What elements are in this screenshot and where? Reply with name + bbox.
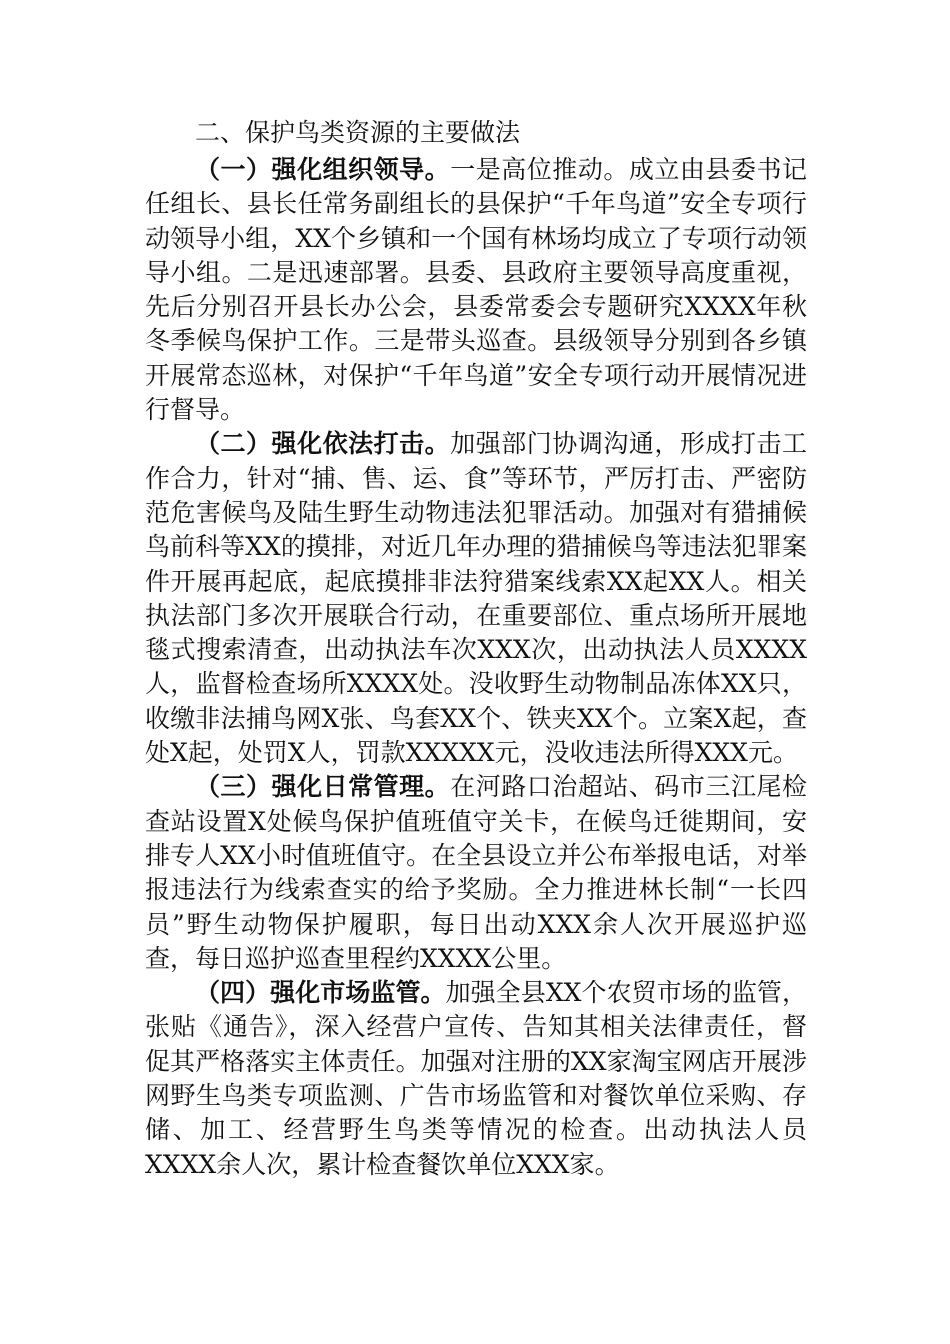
section-heading: 二、保护鸟类资源的主要做法 <box>195 118 521 147</box>
paragraph-title: （一）强化组织领导。 <box>195 155 451 184</box>
paragraph-law-enforcement <box>145 427 807 770</box>
paragraph-body: 加强全县XX个农贸市场的监管，张贴《通告》，深入经营户宣传、告知其相关法律责任，督促其严格落实主体责任。加强对注册的XX家淘宝网店开展涉网野生鸟类专项监测、广告市场监管和对餐饮单位采购、存储、加工、经营野生鸟类等情况的检查。出动执法人员XXXX余人次，累计检查餐饮单位XXX家。 <box>145 978 807 1179</box>
paragraph-title: （二）强化依法打击。 <box>195 429 451 459</box>
paragraph-title: （三）强化日常管理。 <box>195 772 451 802</box>
paragraph-title: （四）强化市场监管。 <box>195 978 446 1008</box>
paragraph-body: 加强部门协调沟通，形成打击工作合力，针对“捕、售、运、食”等环节，严厉打击、严密防范危害候鸟及陆生野生动物违法犯罪活动。加强对有猎捕候鸟前科等XX的摸排，对近几年办理的猎捕候鸟等违法犯罪案件开展再起底，起底摸排非法狩猎案线索XX起XX人。相关执法部门多次开展联合行动，在重要部位、重点场所开展地毯式搜索清查，出动执法车次XXX次，出动执法人员XXXX人，监督检查场所XXXX处。没收野生动物制品冻体XX只，收缴非法捕鸟网X张、鸟套XX个、铁夹XX个。立案X起，查处X起，处罚X人，罚款XXXXX元，没收违法所得XXX元。 <box>145 429 807 768</box>
paragraph-body: 在河路口治超站、码市三江尾检查站设置X处候鸟保护值班值守关卡，在候鸟迁徙期间，安排专人XX小时值班值守。在全县设立并公布举报电话，对举报违法行为线索查实的给予奖励。全力推进林长制“一长四员”野生动物保护履职，每日出动XXX余人次开展巡护巡查，每日巡护巡查里程约XXXX公里。 <box>145 772 807 973</box>
paragraph-daily-management <box>145 770 807 976</box>
document-page <box>145 112 807 1182</box>
paragraph-body: 一是高位推动。成立由县委书记任组长、县长任常务副组长的县保护“千年鸟道”安全专项行动领导小组，XX个乡镇和一个国有林场均成立了专项行动领导小组。二是迅速部署。县委、县政府主要领导高度重视，先后分别召开县长办公会，县委常委会专题研究XXXX年秋冬季候鸟保护工作。三是带头巡查。县级领导分别到各乡镇开展常态巡林，对保护“千年鸟道”安全专项行动开展情况进行督导。 <box>145 155 807 425</box>
paragraph-market-supervision <box>145 976 807 1182</box>
paragraph-organization <box>145 153 807 427</box>
